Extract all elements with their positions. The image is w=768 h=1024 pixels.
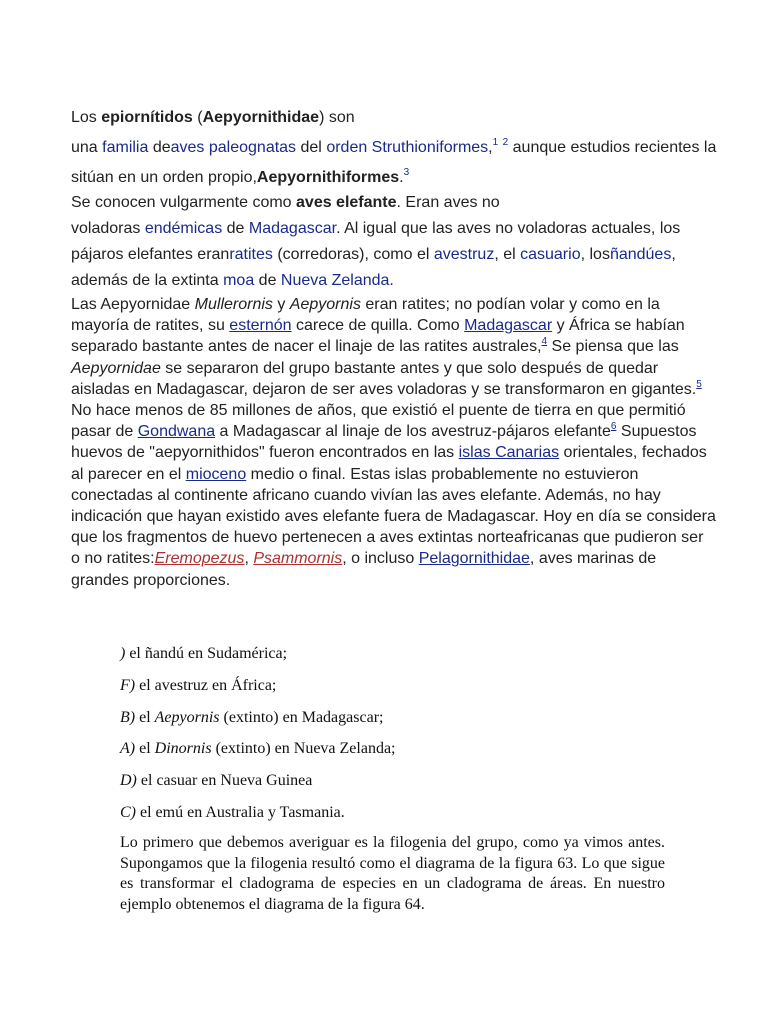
link-moa[interactable]: moa: [223, 272, 255, 289]
link-mioceno[interactable]: mioceno: [185, 465, 247, 483]
intro-line-2: [71, 136, 721, 160]
history-paragraph: [71, 294, 716, 591]
list-letter: D): [120, 772, 137, 789]
text: ,: [244, 550, 254, 568]
text: Supuestos huevos de "aepyornithidos" fueron encontrados en las: [71, 423, 697, 462]
list-text: el: [135, 709, 155, 726]
intro-paragraph: [71, 106, 721, 190]
link-aves-paleognatas[interactable]: aves paleognatas: [170, 139, 297, 156]
link-madagascar[interactable]: Madagascar: [248, 220, 337, 237]
text: de: [222, 220, 249, 237]
term-aves-elefante: aves elefante: [296, 194, 397, 211]
para2-line-4: [71, 268, 721, 294]
list-taxon: Aepyornis: [154, 709, 220, 726]
citation-6[interactable]: 6: [610, 421, 617, 433]
list-item: [120, 708, 383, 728]
phylogeny-paragraph: Lo primero que debemos averiguar es la filogenia del grupo, como ya vimos antes. Supongamos que la filogenia resultó como el diagrama de la figura 63. Lo que sigue es transformar el cladograma de especies en un cladograma de áreas. En nuestro ejemplo obtenemos el diagrama de la figura 64.: [120, 834, 665, 913]
link-islas-canarias[interactable]: islas Canarias: [458, 444, 560, 462]
link-avestruz[interactable]: avestruz: [433, 246, 495, 263]
list-text: el: [135, 740, 155, 757]
list-letter: A): [120, 740, 136, 757]
text: del: [296, 139, 327, 156]
text: , o incluso: [342, 550, 419, 568]
text: pájaros elefantes eran: [71, 246, 230, 263]
list-text: (extinto) en Nueva Zelanda;: [211, 740, 396, 757]
link-nueva-zelanda[interactable]: Nueva Zelanda: [280, 272, 390, 289]
citation-3[interactable]: 3: [403, 167, 410, 178]
link-nandues[interactable]: ñandúes: [609, 246, 672, 263]
taxon-aepyornidae: Aepyornidae: [71, 359, 161, 377]
link-ratites[interactable]: ratites: [229, 246, 273, 263]
text: . Al igual que las aves no voladoras actuales, los: [336, 220, 681, 237]
citation-5[interactable]: 5: [696, 378, 702, 390]
term-aepyornithidae: Aepyornithidae: [202, 109, 320, 126]
text: Los: [71, 109, 102, 126]
link-casuario[interactable]: casuario: [520, 246, 581, 263]
term-aepyornithiformes: Aepyornithiformes: [256, 169, 400, 186]
citation-2[interactable]: 2: [502, 137, 509, 148]
link-eremopezus[interactable]: Eremopezus: [154, 550, 245, 568]
list-text: el ñandú en Sudamérica;: [125, 645, 288, 662]
para2-line-3: [71, 242, 721, 268]
link-orden-struthioniformes[interactable]: orden Struthioniformes: [326, 139, 489, 156]
text: Se conocen vulgarmente como: [71, 194, 297, 211]
list-letter: C): [120, 804, 136, 821]
list-letter: ): [120, 645, 126, 662]
text: , los: [580, 246, 610, 263]
link-familia[interactable]: familia: [102, 139, 149, 156]
text: y África se habían separado bastante antes de nacer el linaje de las ratites australes,: [71, 317, 685, 356]
text: una: [71, 139, 103, 156]
text: Las Aepyornidae: [71, 296, 195, 313]
text: orientales, fechados al parecer en el: [71, 444, 707, 483]
text: se separaron del grupo bastante antes y que solo después de quedar aisladas en Madagascar, dejaron de ser aves voladoras y se transformaron en gigantes.: [71, 359, 697, 398]
text: medio o final. Estas islas probablemente no estuvieron conectadas al continente africano cuando vivían las aves elefante. Además, no hay indicación que hayan existido aves elefante fuera de Madagascar. Hoy en día se considera que los fragmentos de huevo pertenecen a aves extintas norteafricanas que pudieron ser o no ratites:: [71, 465, 716, 568]
text: voladoras: [71, 220, 145, 237]
text: Se piensa que las: [547, 338, 679, 356]
list-item: [120, 676, 276, 696]
text: .: [399, 169, 404, 186]
text: sitúan en un orden propio,: [71, 169, 257, 186]
text: de: [148, 139, 171, 156]
para2-line-2: [71, 216, 721, 242]
list-text: el casuar en Nueva Guinea: [136, 772, 313, 789]
text: , aves marinas de grandes proporciones.: [71, 550, 657, 589]
text: No hace menos de 85 millones de años, que existió el puente de tierra en que permitió pasar de: [71, 402, 686, 441]
list-item: [120, 644, 287, 664]
text: (corredoras), como el: [272, 246, 434, 263]
text: ,: [671, 246, 676, 263]
text: a Madagascar al linaje de los avestruz-pájaros elefante: [215, 423, 611, 441]
text: . Eran aves no: [396, 194, 500, 211]
list-text: el emú en Australia y Tasmania.: [136, 804, 345, 821]
text: de: [254, 272, 281, 289]
link-madagascar[interactable]: Madagascar: [464, 317, 553, 335]
intro-line-3: [71, 166, 721, 190]
link-pelagornithidae[interactable]: Pelagornithidae: [418, 550, 530, 568]
text: además de la extinta: [71, 272, 224, 289]
link-endemicas[interactable]: endémicas: [144, 220, 223, 237]
taxon-aepyornis: Aepyornis: [289, 296, 361, 313]
text: , el: [494, 246, 521, 263]
common-name-paragraph: [71, 190, 721, 294]
text: eran ratites; no podían volar y como en la mayoría de ratites, su: [71, 296, 660, 335]
list-item: [120, 739, 395, 759]
list-text: (extinto) en Madagascar;: [219, 709, 384, 726]
text: carece de quilla. Como: [291, 317, 465, 335]
term-epiornitidos: epiornítidos: [101, 109, 193, 126]
citation-4[interactable]: 4: [541, 336, 548, 348]
intro-line-1: [71, 106, 721, 130]
text: .: [389, 272, 394, 289]
text: y: [272, 296, 290, 313]
list-letter: F): [120, 677, 136, 694]
list-taxon: Dinornis: [154, 740, 212, 757]
text: (: [192, 109, 203, 126]
text: ,: [488, 139, 493, 156]
list-item: [120, 803, 345, 823]
list-text: el avestruz en África;: [135, 677, 277, 694]
para2-line-1: [71, 190, 721, 216]
text: aunque estudios recientes la: [508, 139, 717, 156]
citation-1[interactable]: 1: [492, 137, 499, 148]
link-psammornis[interactable]: Psammornis: [253, 550, 343, 568]
link-esternon[interactable]: esternón: [229, 317, 292, 335]
text: ) son: [319, 109, 355, 126]
list-letter: B): [120, 709, 136, 726]
link-gondwana[interactable]: Gondwana: [137, 423, 216, 441]
list-item: [120, 771, 312, 791]
taxon-mullerornis: Mullerornis: [194, 296, 273, 313]
